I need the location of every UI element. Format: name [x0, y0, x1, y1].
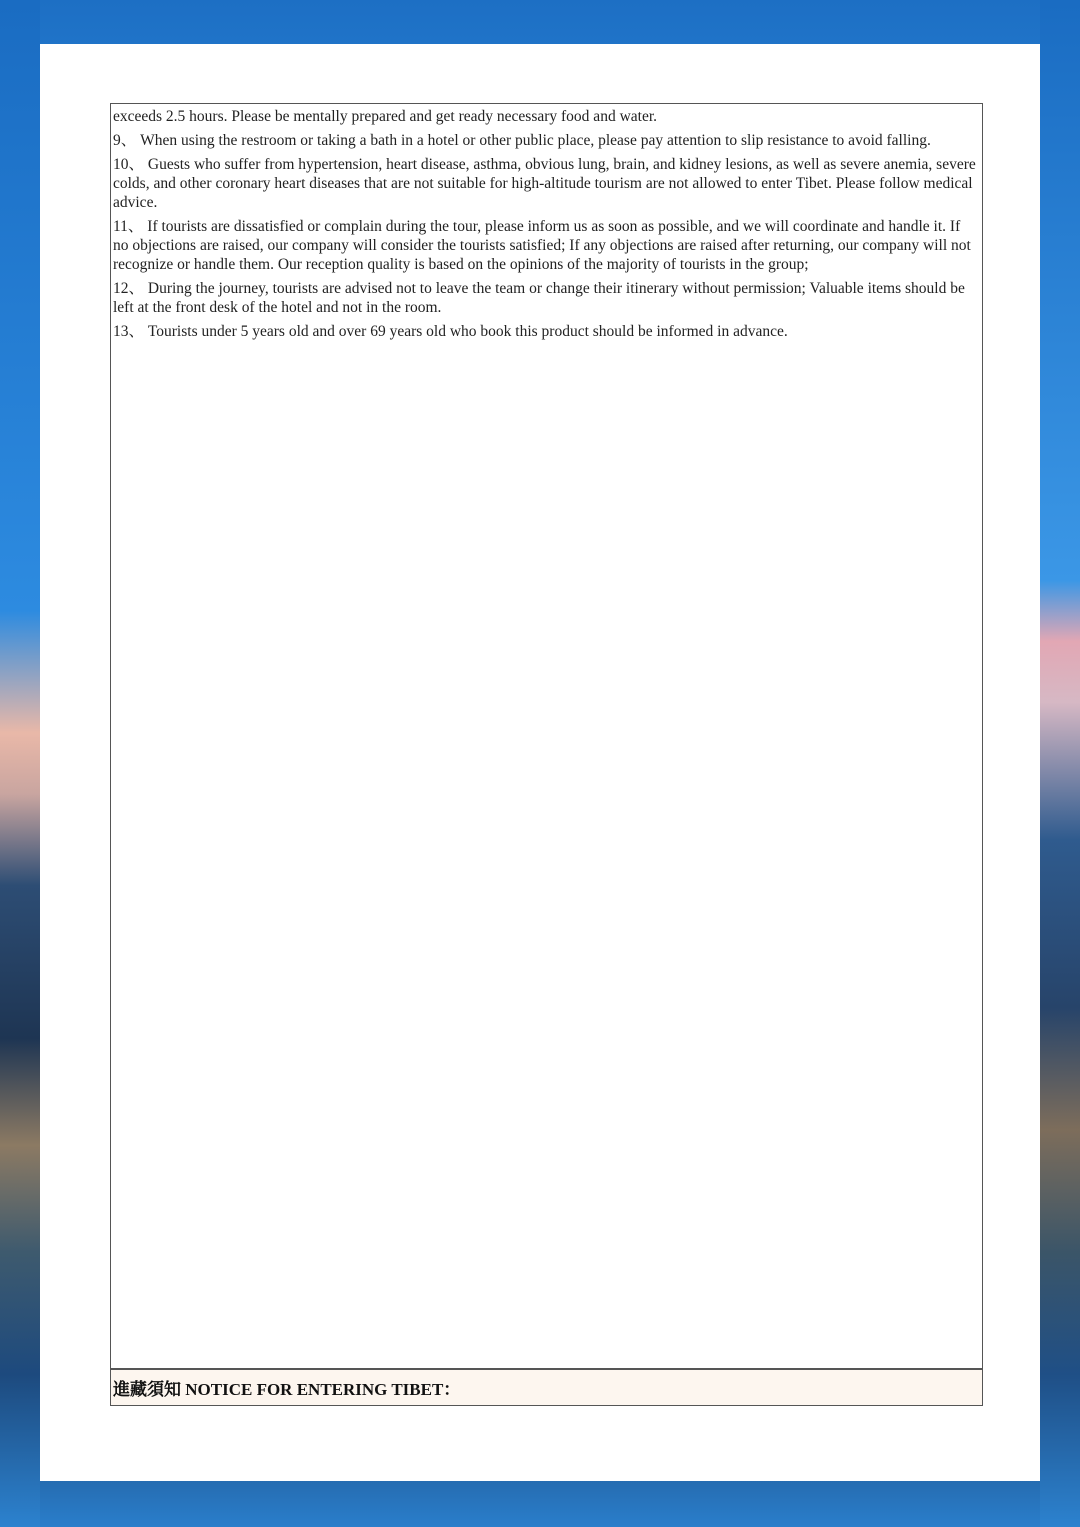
section-heading: 進藏須知 NOTICE FOR ENTERING TIBET：	[113, 1380, 461, 1399]
note-item: exceeds 2.5 hours. Please be mentally prepared and get ready necessary food and water.	[113, 108, 658, 125]
note-item: 11、 If tourists are dissatisfied or complain during the tour, please inform us as soon as possible, and we will coordinate and handle it. If no objections are raised, our company will consider the tourists satisfied; If any objections are raised after returning, our company will not recognize or handle them. Our reception quality is based on the opinions of the majority of tourists in the group;	[113, 218, 971, 273]
note-item: 10、 Guests who suffer from hypertension, heart disease, asthma, obvious lung, brain, and kidney lesions, as well as severe anemia, severe colds, and other coronary heart diseases that are not suitable for high-altitude tourism are not allowed to enter Tibet. Please follow medical advice.	[113, 156, 976, 211]
note-item: 13、 Tourists under 5 years old and over 69 years old who book this product should be informed in advance.	[113, 323, 788, 340]
notes-box	[110, 103, 983, 1369]
note-item: 12、 During the journey, tourists are advised not to leave the team or change their itinerary without permission; Valuable items should be left at the front desk of the hotel and not in the room.	[113, 280, 965, 316]
document-page	[40, 44, 1040, 1481]
background-photo-left	[0, 0, 40, 1527]
background-photo-right	[1040, 0, 1080, 1527]
note-item: 9、 When using the restroom or taking a bath in a hotel or other public place, please pay attention to slip resistance to avoid falling.	[113, 132, 931, 149]
notes-list	[111, 104, 982, 346]
section-heading-bar	[110, 1369, 983, 1406]
